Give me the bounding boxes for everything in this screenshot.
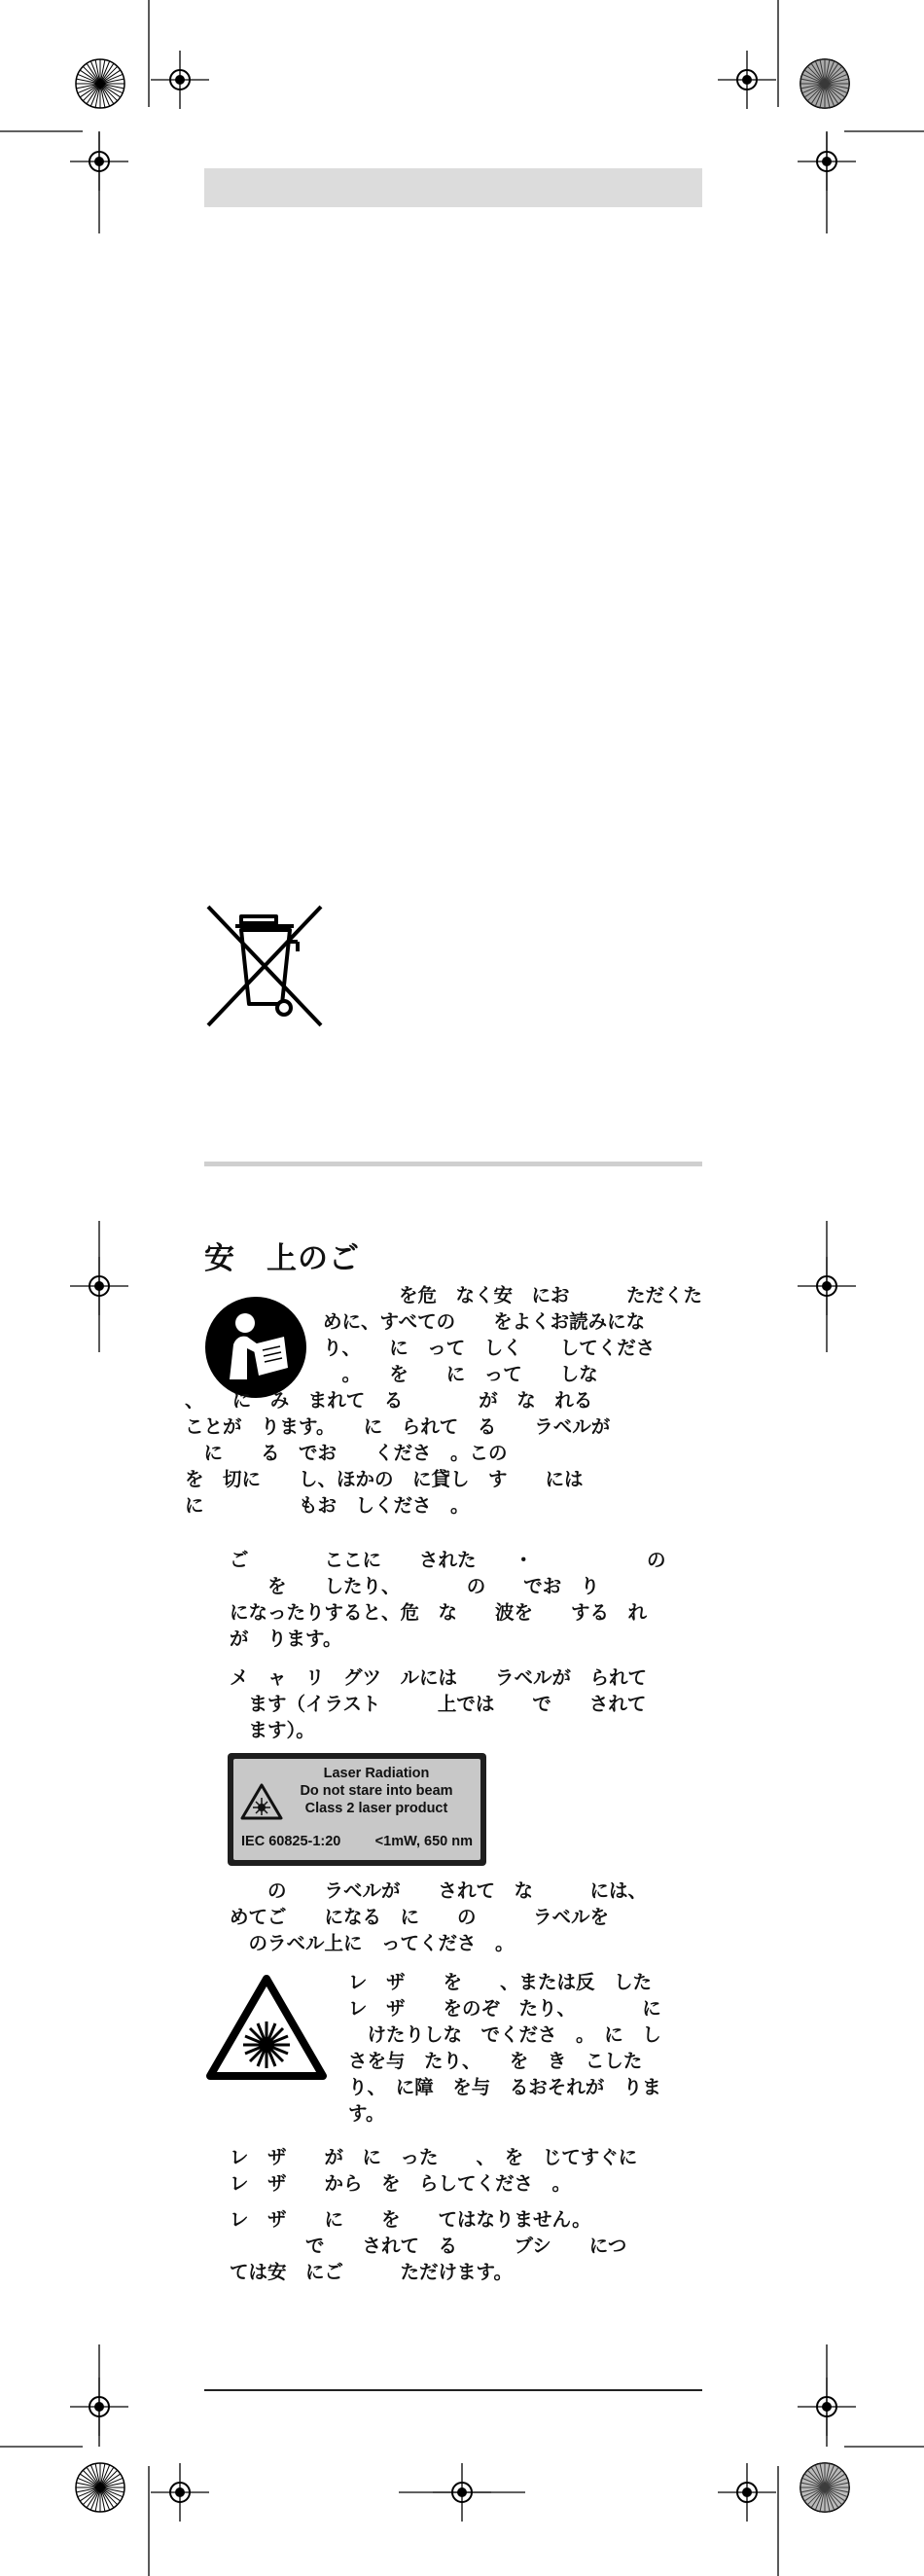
warning-paragraph — [230, 2206, 702, 2285]
page-title: 安 上のご — [204, 1241, 360, 1276]
intro-line: ことが ります。 に られて る ラベルが — [185, 1415, 611, 1438]
intro-line: り、 に って しく してくださ — [323, 1337, 656, 1359]
warning-paragraph — [348, 1969, 702, 2127]
label-line: Laser Radiation — [323, 1766, 430, 1781]
warning-line: が ります。 — [230, 1628, 342, 1650]
warning-line: の ラベルが されて な には、 — [230, 1879, 648, 1902]
warning-line: のラベル上に ってくださ 。 — [230, 1932, 515, 1954]
warning-line: レ ザ をのぞ たり、 に — [348, 1997, 661, 2020]
label-line: Do not stare into beam — [300, 1783, 453, 1799]
warning-line: レ ザ から を らしてくださ 。 — [230, 2172, 572, 2195]
laser-warning-icon — [204, 1973, 329, 2082]
warning-line: す。 — [348, 2102, 385, 2125]
warning-paragraph — [230, 1878, 702, 1956]
warning-line: ご ここに された ・ の — [230, 1549, 666, 1571]
intro-line: を 切に し、ほかの に貸し す には — [185, 1468, 584, 1490]
intro-line: 。 を に って しな — [323, 1363, 598, 1385]
intro-line: を危 なく安 にお ただくた — [323, 1284, 703, 1306]
crossed-out-wheeled-bin-icon — [204, 903, 325, 1031]
footer-rule — [204, 2389, 702, 2391]
warning-line: を したり、 の でお り — [230, 1575, 600, 1597]
label-standard: IEC 60825-1:20 — [241, 1834, 341, 1849]
warning-line: さを与 たり、 を き こした — [348, 2050, 643, 2072]
intro-line: めに、すべての をよくお読みにな — [323, 1310, 646, 1333]
warning-line: けたりしな でくださ 。 に し — [348, 2023, 661, 2046]
warning-line: ては安 にご ただけます。 — [230, 2261, 513, 2283]
warning-paragraph — [230, 2144, 702, 2197]
warning-paragraph — [230, 1547, 702, 1652]
intro-line: に る でお くださ 。この — [185, 1442, 508, 1464]
label-spec: <1mW, 650 nm — [374, 1834, 473, 1849]
intro-line: に もお しくださ 。 — [185, 1494, 470, 1517]
warning-line: で されて る ブシ につ — [230, 2235, 627, 2257]
intro-line: 、 に み まれて る が な れる — [185, 1389, 593, 1412]
warning-paragraph — [230, 1664, 702, 1743]
header-bar — [204, 168, 702, 207]
warning-line: レ ザ に を てはなりません。 — [230, 2208, 591, 2231]
warning-line: レ ザ が に った 、 を じてすぐに — [230, 2146, 638, 2168]
warning-line: メ ャ リ グツ ルには ラベルが られて — [230, 1666, 648, 1689]
warning-line: めてご になる に の ラベルを — [230, 1906, 610, 1928]
warning-line: レ ザ を 、または反 した — [348, 1971, 653, 1993]
warning-line: ます（イラスト 上では で されて — [230, 1693, 647, 1715]
label-line: Class 2 laser product — [304, 1801, 448, 1816]
intro-paragraph — [185, 1282, 703, 1519]
warning-line: になったりすると、危 な 波を する れ — [230, 1601, 648, 1624]
warning-line: ます）。 — [230, 1719, 315, 1741]
section-divider — [204, 1162, 702, 1166]
warning-line: り、 に障 を与 るおそれが りま — [348, 2076, 661, 2098]
laser-warning-label — [228, 1753, 486, 1866]
